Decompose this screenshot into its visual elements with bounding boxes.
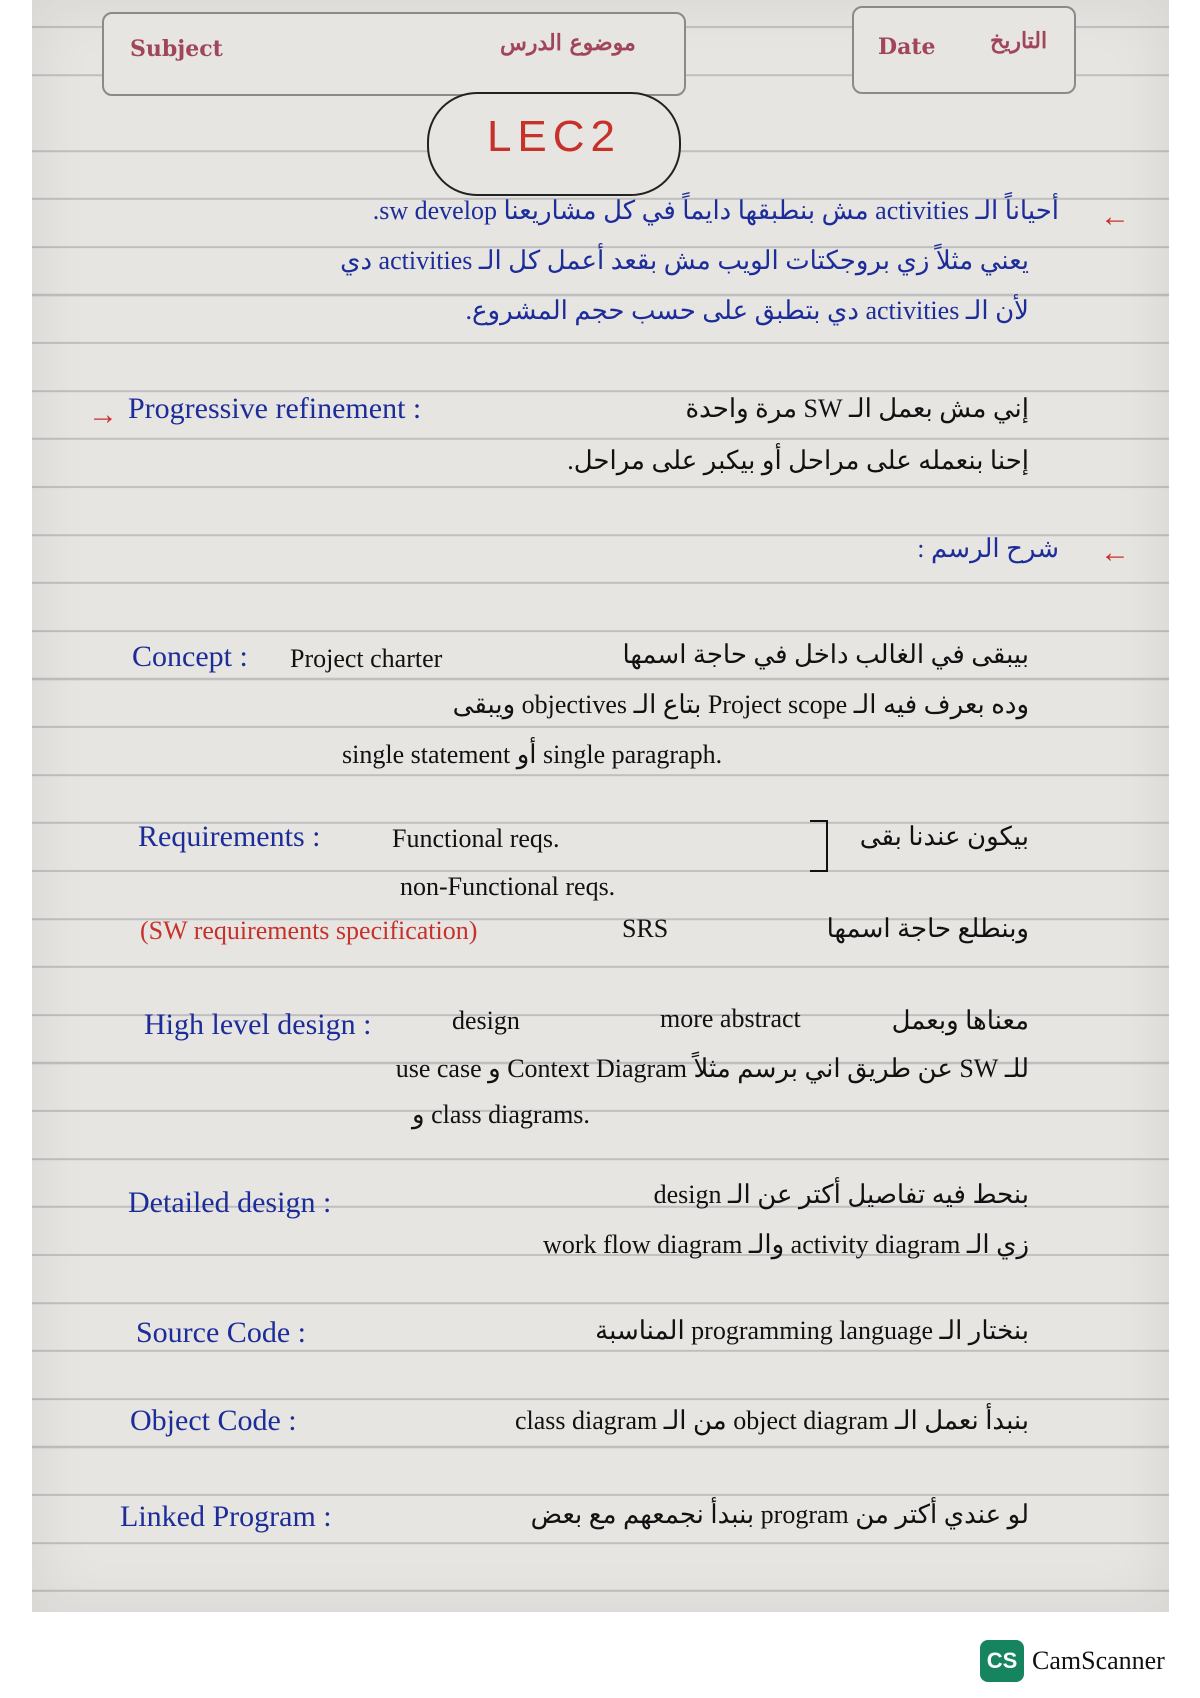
detailed-design-desc-2: زي الـ activity diagram والـ work flow diagram: [543, 1230, 1029, 1259]
intro-line-2: يعني مثلاً زي بروجكتات الويب مش بقعد أعمل كل الـ activities دي: [340, 246, 1029, 275]
object-code-desc: بنبدأ نعمل الـ object diagram من الـ class diagram: [515, 1406, 1029, 1435]
hld-design: design: [452, 1006, 520, 1035]
srs-acronym: SRS: [622, 914, 669, 943]
object-code-term: Object Code :: [130, 1404, 297, 1437]
camscanner-watermark: CamScanner: [1032, 1646, 1165, 1675]
notebook-page: [32, 0, 1169, 1612]
brace-icon: [810, 820, 828, 872]
progressive-refinement-desc-2: إحنا بنعمله على مراحل أو بيكبر على مراحل.: [567, 446, 1029, 475]
detailed-design-term: Detailed design :: [128, 1186, 332, 1219]
hld-desc-1: معناها وبعمل: [891, 1006, 1029, 1035]
high-level-design-term: High level design :: [144, 1008, 372, 1041]
project-charter: Project charter: [290, 644, 443, 673]
srs-expansion: (SW requirements specification): [140, 916, 478, 945]
functional-reqs: Functional reqs.: [392, 824, 560, 853]
bullet-arrow-icon: →: [88, 398, 118, 431]
diagram-explanation-heading: شرح الرسم :: [917, 534, 1059, 563]
subject-label: Subject: [130, 36, 223, 62]
source-code-desc: بنختار الـ programming language المناسبة: [595, 1316, 1029, 1345]
non-functional-reqs: non-Functional reqs.: [400, 872, 616, 901]
bullet-arrow-icon: ←: [1100, 536, 1130, 569]
linked-program-desc: لو عندي أكتر من program بنبدأ نجمعهم مع بعض: [530, 1500, 1029, 1529]
intro-line-3: لأن الـ activities دي بتطبق على حسب حجم المشروع.: [465, 296, 1029, 325]
srs-desc: وبنطلع حاجة اسمها: [826, 914, 1029, 943]
concept-term: Concept :: [132, 640, 248, 673]
concept-line-2: وده بعرف فيه الـ Project scope بتاع الـ objectives ويبقى: [452, 690, 1029, 719]
camscanner-logo-icon: CS: [980, 1640, 1024, 1682]
hld-abstract: more abstract: [660, 1004, 801, 1033]
intro-line-1: أحياناً الـ activities مش بنطبقها دايماً في كل مشاريعنا sw develop.: [372, 196, 1059, 225]
bullet-arrow-icon: ←: [1100, 200, 1130, 233]
subject-label-arabic: موضوع الدرس: [500, 30, 636, 56]
source-code-term: Source Code :: [136, 1316, 306, 1349]
concept-line-1: بيبقى في الغالب داخل في حاجة اسمها: [622, 640, 1029, 669]
linked-program-term: Linked Program :: [120, 1500, 332, 1533]
title-cloud: [427, 92, 681, 196]
progressive-refinement-desc-1: إني مش بعمل الـ SW مرة واحدة: [685, 394, 1029, 423]
hld-desc-2: للـ SW عن طريق اني برسم مثلاً Context Diagram و use case: [395, 1054, 1029, 1083]
detailed-design-desc-1: بنحط فيه تفاصيل أكتر عن الـ design: [653, 1180, 1029, 1209]
concept-line-3: single statement أو single paragraph.: [342, 740, 723, 769]
lecture-title: LEC2: [486, 112, 622, 161]
requirements-term: Requirements :: [138, 820, 321, 853]
subject-field: [102, 12, 686, 96]
date-label-arabic: التاريخ: [990, 28, 1048, 54]
requirements-desc: بيكون عندنا بقى: [859, 822, 1029, 851]
progressive-refinement-term: Progressive refinement :: [128, 392, 422, 425]
date-field: [852, 6, 1076, 94]
hld-desc-3: و class diagrams.: [412, 1100, 590, 1129]
date-label: Date: [878, 34, 936, 60]
